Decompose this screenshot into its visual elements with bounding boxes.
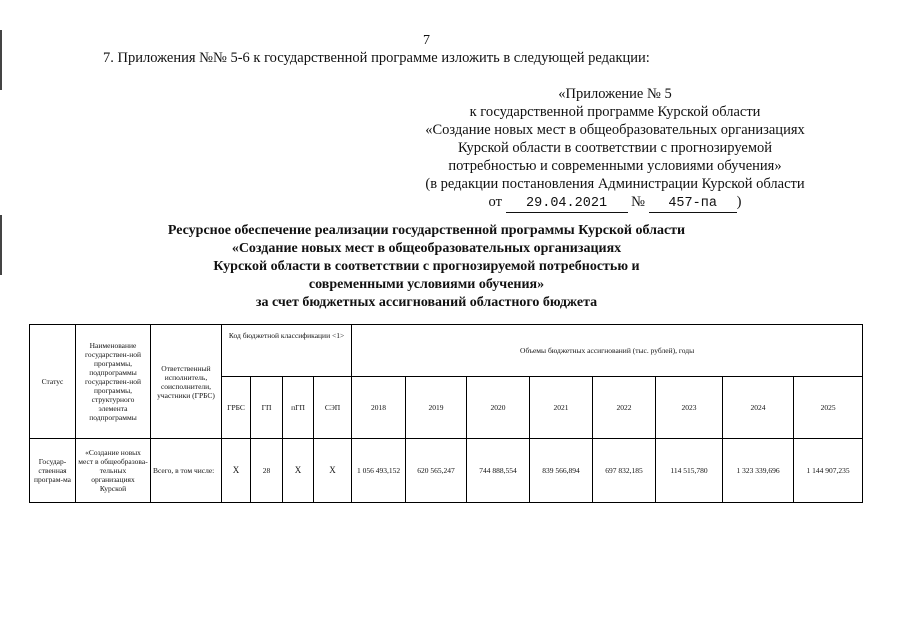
- document-title: [0, 222, 853, 312]
- title-line: Ресурсное обеспечение реализации государственной программы Курской области: [167, 223, 686, 238]
- cell-sep: X: [314, 439, 352, 503]
- cell-value: 1 323 339,696: [723, 439, 794, 503]
- table-row: [30, 439, 863, 503]
- cell-value: 697 832,185: [593, 439, 656, 503]
- header-year: 2018: [352, 377, 406, 439]
- header-allocations: Объемы бюджетных ассигнований (тыс. рублей), годы: [352, 325, 863, 377]
- header-sep: СЭП: [314, 377, 352, 439]
- table-header-row: [30, 325, 863, 377]
- decree-line: [380, 193, 850, 213]
- header-executor: Ответственный исполнитель, соисполнители, участники (ГРБС): [151, 325, 222, 439]
- header-program-name: Наименование государствен-ной программы, подпрограммы государствен-ной программы, структурного элемента подпрограммы: [76, 325, 151, 439]
- cell-grbs: X: [222, 439, 251, 503]
- resource-table: [29, 324, 863, 503]
- header-year: 2020: [467, 377, 530, 439]
- cell-value: 839 566,894: [530, 439, 593, 503]
- date-prefix: от: [488, 194, 502, 210]
- header-budget-code: Код бюджетной классификации <1>: [222, 325, 352, 377]
- intro-paragraph: 7. Приложения №№ 5-6 к государственной программе изложить в следующей редакции:: [103, 50, 650, 66]
- cell-status: Государ-ственная програм-ма: [30, 439, 76, 503]
- header-gp: ГП: [251, 377, 283, 439]
- title-line: Курской области в соответствии с прогнозируемой потребностью и: [213, 259, 640, 274]
- decree-close: ): [736, 194, 742, 210]
- header-year: 2019: [406, 377, 467, 439]
- title-line: «Создание новых мест в общеобразовательных организациях: [231, 241, 622, 256]
- header-year: 2022: [593, 377, 656, 439]
- header-year: 2024: [723, 377, 794, 439]
- appendix-line: Курской области в соответствии с прогнозируемой: [457, 140, 773, 156]
- appendix-header: [380, 85, 850, 213]
- cell-value: 114 515,780: [656, 439, 723, 503]
- header-year: 2023: [656, 377, 723, 439]
- cell-value: 620 565,247: [406, 439, 467, 503]
- cell-value: 744 888,554: [467, 439, 530, 503]
- cell-gp: 28: [251, 439, 283, 503]
- appendix-line: (в редакции постановления Администрации Курской области: [425, 176, 805, 192]
- header-pgp: пГП: [283, 377, 314, 439]
- number-prefix: №: [631, 194, 646, 210]
- cell-program-name: «Создание новых мест в общеобразова-тельных организациях Курской: [76, 439, 151, 503]
- page-number: 7: [423, 33, 430, 48]
- appendix-line: «Создание новых мест в общеобразовательных организациях: [425, 122, 805, 138]
- cell-pgp: X: [283, 439, 314, 503]
- title-line: за счет бюджетных ассигнований областного бюджета: [255, 295, 598, 310]
- cell-value: 1 056 493,152: [352, 439, 406, 503]
- appendix-line: «Приложение № 5: [558, 86, 672, 102]
- decree-date: 29.04.2021: [506, 196, 628, 213]
- appendix-line: к государственной программе Курской области: [469, 104, 761, 120]
- header-status: Статус: [30, 325, 76, 439]
- header-year: 2021: [530, 377, 593, 439]
- appendix-line: потребностью и современными условиями обучения»: [448, 158, 782, 174]
- header-grbs: ГРБС: [222, 377, 251, 439]
- cell-executor: Всего, в том числе:: [151, 439, 222, 503]
- title-line: современными условиями обучения»: [308, 277, 545, 292]
- cell-value: 1 144 907,235: [794, 439, 863, 503]
- decree-number: 457-па: [649, 196, 737, 213]
- header-year: 2025: [794, 377, 863, 439]
